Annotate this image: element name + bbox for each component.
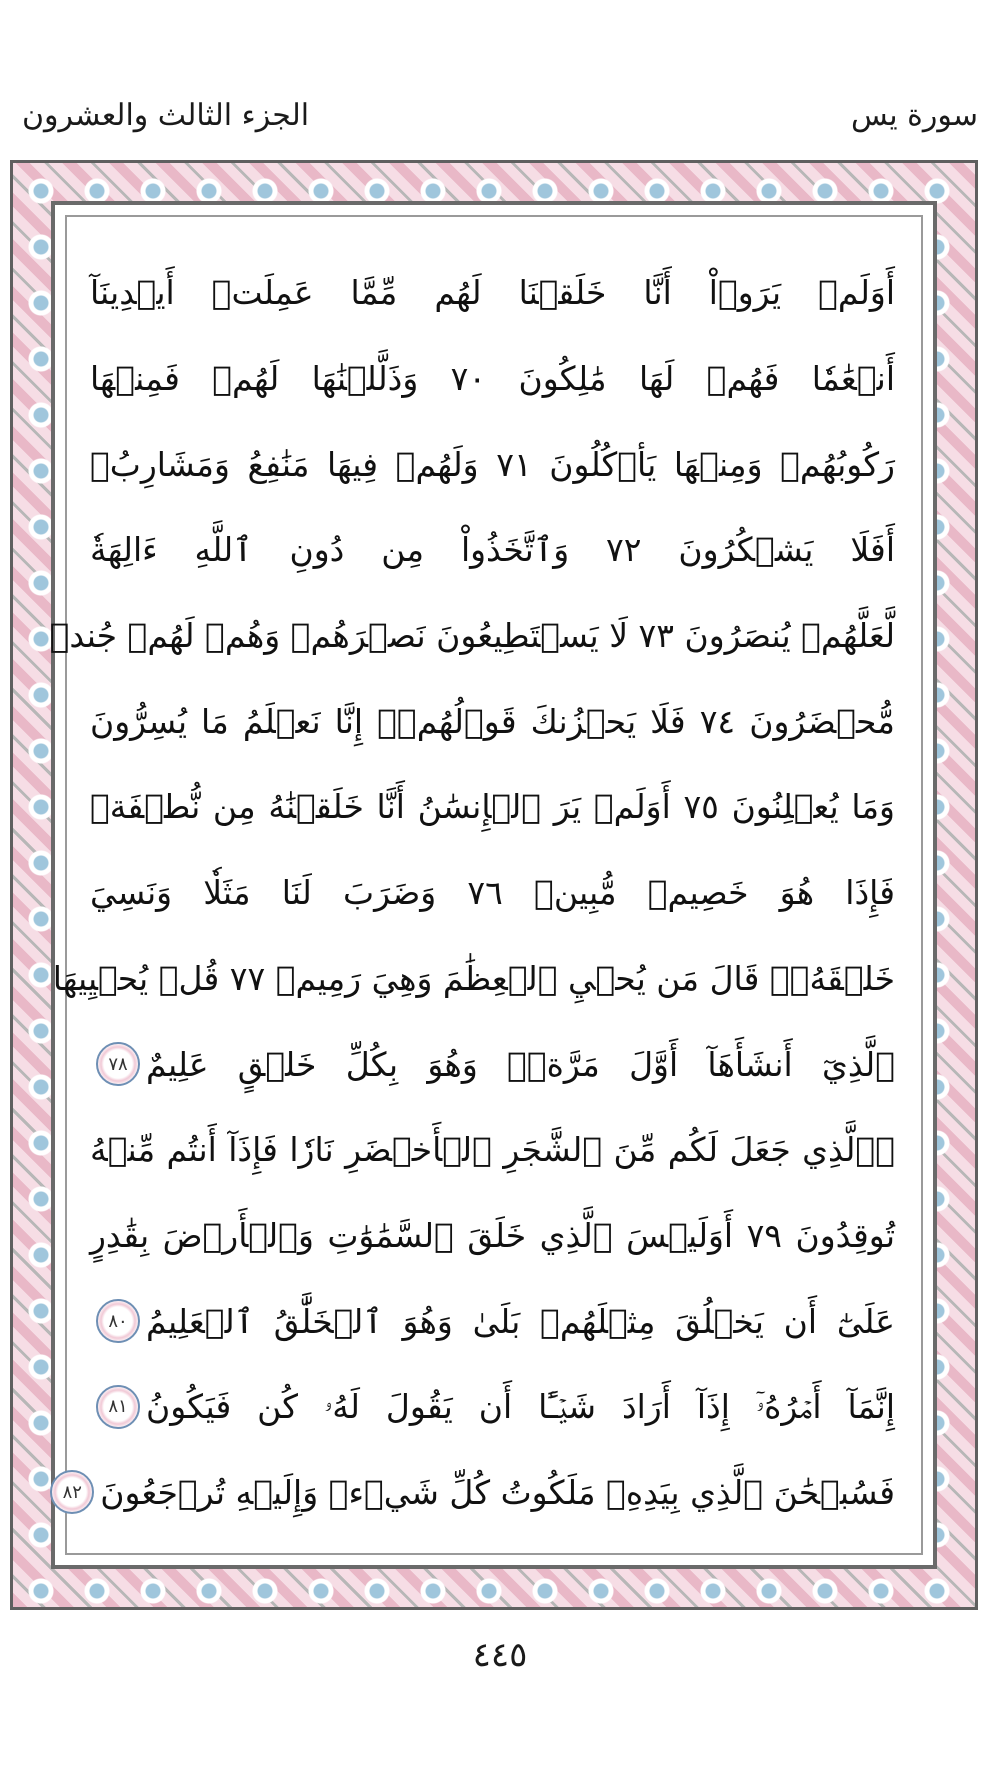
text-line	[90, 421, 895, 507]
ayah-number-marker: ٨١	[96, 1385, 140, 1429]
page-number: ٤٤٥	[472, 1635, 528, 1675]
line-text: ٱلَّذِيٓ أَنشَأَهَآ أَوَّلَ مَرَّةٖۖ وَهُوَ بِكُلِّ خَلۡقٍ عَلِيمٌ	[146, 1044, 895, 1084]
line-text: فَسُبۡحَٰنَ ٱلَّذِي بِيَدِهِۦ مَلَكُوتُ كُلِّ شَيۡءٖ وَإِلَيۡهِ تُرۡجَعُونَ	[100, 1472, 895, 1512]
text-line	[90, 850, 895, 936]
text-line	[90, 1021, 895, 1107]
line-text: ۞ٱلَّذِي جَعَلَ لَكُم مِّنَ ٱلشَّجَرِ ٱلۡأَخۡضَرِ نَارٗا فَإِذَآ أَنتُم مِّنۡهُ	[90, 1130, 895, 1170]
text-line	[62, 1450, 895, 1536]
line-text: إِنَّمَآ أَمۡرُهُۥٓ إِذَآ أَرَادَ شَيۡـًٔا أَن يَقُولَ لَهُۥ كُن فَيَكُونُ	[146, 1386, 895, 1426]
page-header	[22, 90, 978, 140]
quran-text-block	[49, 250, 895, 1540]
text-line	[90, 1193, 895, 1279]
ayah-number-marker: ٨٢	[50, 1470, 94, 1514]
ayah-number-marker: ٧٨	[96, 1042, 140, 1086]
ayah-number-marker: ٨٠	[96, 1299, 140, 1343]
line-text: وَمَا يُعۡلِنُونَ ٧٥ أَوَلَمۡ يَرَ ٱلۡإِنسَٰنُ أَنَّا خَلَقۡنَٰهُ مِن نُّطۡفَةٖ	[90, 787, 895, 827]
line-text: عَلَىٰٓ أَن يَخۡلُقَ مِثۡلَهُمۚ بَلَىٰ وَهُوَ ٱلۡخَلَّٰقُ ٱلۡعَلِيمُ	[146, 1301, 895, 1341]
line-text: أَوَلَمۡ يَرَوۡاْ أَنَّا خَلَقۡنَا لَهُم مِّمَّا عَمِلَتۡ أَيۡدِينَآ	[90, 273, 895, 313]
line-text: فَإِذَا هُوَ خَصِيمٞ مُّبِينٞ ٧٦ وَضَرَبَ لَنَا مَثَلٗا وَنَسِيَ	[90, 873, 895, 913]
juz-name: الجزء الثالث والعشرون	[22, 97, 310, 133]
line-text: تُوقِدُونَ ٧٩ أَوَلَيۡسَ ٱلَّذِي خَلَقَ ٱلسَّمَٰوَٰتِ وَٱلۡأَرۡضَ بِقَٰدِرٍ	[90, 1215, 895, 1255]
text-line	[90, 250, 895, 336]
text-line	[90, 1278, 895, 1364]
line-text: أَنۡعَٰمٗا فَهُمۡ لَهَا مَٰلِكُونَ ٧٠ وَذَلَّلۡنَٰهَا لَهُمۡ فَمِنۡهَا	[90, 359, 895, 399]
line-text: مُّحۡضَرُونَ ٧٤ فَلَا يَحۡزُنكَ قَوۡلُهُمۡۘ إِنَّا نَعۡلَمُ مَا يُسِرُّونَ	[90, 701, 895, 741]
text-line	[90, 1364, 895, 1450]
line-text: أَفَلَا يَشۡكُرُونَ ٧٢ وَٱتَّخَذُواْ مِن دُونِ ٱللَّهِ ءَالِهَةٗ	[90, 530, 895, 570]
text-line	[52, 936, 895, 1022]
text-line	[90, 678, 895, 764]
text-line	[49, 593, 895, 679]
text-line	[90, 764, 895, 850]
text-line	[90, 336, 895, 422]
line-text: رَكُوبُهُمۡ وَمِنۡهَا يَأۡكُلُونَ ٧١ وَلَهُمۡ فِيهَا مَنَٰفِعُ وَمَشَارِبُۚ	[90, 444, 895, 484]
text-line	[90, 1107, 895, 1193]
line-text: خَلۡقَهُۥۖ قَالَ مَن يُحۡيِ ٱلۡعِظَٰمَ وَهِيَ رَمِيمٞ ٧٧ قُلۡ يُحۡيِيهَا	[52, 958, 895, 998]
text-line	[90, 507, 895, 593]
surah-name: سورة يس	[851, 97, 978, 133]
line-text: لَّعَلَّهُمۡ يُنصَرُونَ ٧٣ لَا يَسۡتَطِيعُونَ نَصۡرَهُمۡ وَهُمۡ لَهُمۡ جُندٞ	[49, 616, 895, 656]
